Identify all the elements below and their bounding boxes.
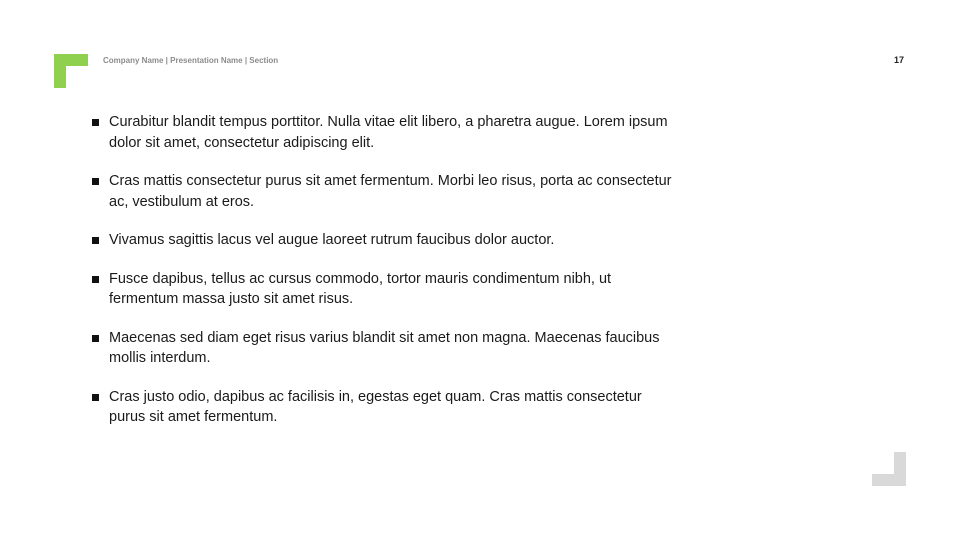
bullet-text: Cras justo odio, dapibus ac facilisis in, egestas eget quam. Cras mattis consectetur purus sit amet fermentum. bbox=[109, 388, 642, 425]
bullet-item bbox=[92, 269, 682, 310]
bullet-marker bbox=[92, 178, 99, 185]
bullet-marker bbox=[92, 237, 99, 244]
corner-accent-bottom-right bbox=[872, 452, 906, 486]
bullet-text: Fusce dapibus, tellus ac cursus commodo, tortor mauris condimentum nibh, ut fermentum massa justo sit amet risus. bbox=[109, 270, 612, 307]
bullet-text: Vivamus sagittis lacus vel augue laoreet rutrum faucibus dolor auctor. bbox=[109, 232, 555, 248]
bullet-marker bbox=[92, 119, 99, 126]
bullet-text: Maecenas sed diam eget risus varius blandit sit amet non magna. Maecenas faucibus mollis interdum. bbox=[109, 329, 660, 366]
bullet-marker bbox=[92, 394, 99, 401]
bullet-marker bbox=[92, 276, 99, 283]
bullet-marker bbox=[92, 335, 99, 342]
breadcrumb: Company Name | Presentation Name | Section bbox=[103, 56, 279, 65]
bullet-item bbox=[92, 387, 682, 428]
bullet-text: Cras mattis consectetur purus sit amet fermentum. Morbi leo risus, porta ac consectetur ac, vestibulum at eros. bbox=[109, 173, 672, 210]
bullet-item bbox=[92, 171, 682, 212]
corner-accent-top-left bbox=[54, 54, 88, 88]
bullet-item bbox=[92, 112, 682, 153]
bullet-list bbox=[92, 112, 682, 446]
page-number: 17 bbox=[893, 55, 904, 65]
bullet-text: Curabitur blandit tempus porttitor. Nulla vitae elit libero, a pharetra augue. Lorem ipsum dolor sit amet, consectetur adipiscing elit. bbox=[109, 114, 668, 151]
bullet-item bbox=[92, 328, 682, 369]
bullet-item bbox=[92, 230, 682, 251]
